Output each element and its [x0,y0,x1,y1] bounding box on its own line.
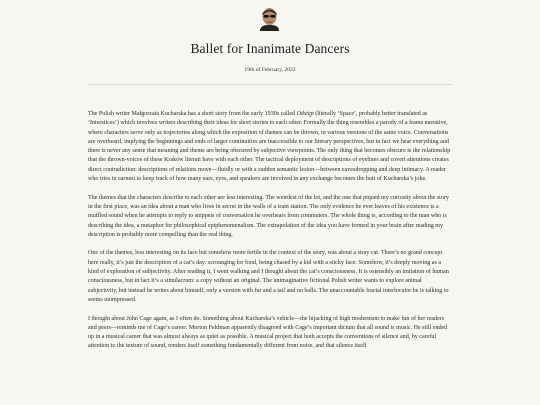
author-avatar[interactable] [259,7,280,31]
post-date: 19th of February, 2022 [244,67,296,73]
paragraph-1: The Polish writer Małgorzata Kucharska has a short story from the early 1930s called Odstęp (literally ‘Space’, probably better translated as ‘Interstices’) which involves writers describing their ideas for short stories to each other. Formally the thing resembles a parody of a frame narrative, where characters serve only as trajectories along which the exposition of themes can be thrown, in various versions of the same voice. Conversations are overheard, implying the beginnings and ends of larger continuities are inaccessible to our literary perspectives, but in fact we hear everything and there is never any sense that meaning and theme are being obscured by subjective viewpoints. The only thing that becomes obscure is the relationship that the thrown-voices of these Kraków literati have with each other. The tactical deployment of descriptions of eyelines and covert attentions creates direct contradiction: descriptions of relations move—fluidly or with a sudden semantic lesion—between eavesdropping and deep intimacy. A reader who tries in earnest to keep track of how many ears, eyes, and speakers are involved in any exchange becomes the butt of Kucharska’s joke. [88,111,451,183]
paragraph-3: One of the themes, less interesting on its face but somehow more fertile in the context of the story, was about a stray cat. There’s no grand concept here really, it’s just the description of a cat’s day: scrounging for food, being chased by a kid with a sticky face. Somehow, it’s deeply moving as a kind of exploration of subjectivity. After reading it, I went walking and I thought about the cat’s consciousness. It is ostensibly an imitation of human consciousness, but in fact it’s a simulacrum: a copy without an original. The unimaginative fictional Polish writer wants to explore animal subjectivity, but instead he writes about himself, only a version with fur and a tail and no balls. The unaccountable fractal interlocutor he is talking to seems unimpressed. [88,250,449,303]
header-divider [88,84,452,85]
story-title: Odstęp [296,111,314,117]
post-body [88,110,452,361]
post-title: Ballet for Inanimate Dancers [190,41,350,56]
paragraph-4: I thought about John Cage again, as I often do. Something about Kucharska’s vehicle—the hijacking of high modernism to make fun of her readers and peers—reminds me of Cage’s career. Morton Feldman apparently disagreed with Cage’s important dictum that all sound is music. He still ended up in a musical career that was almost always as quiet as possible. A musical project that both accepts the conventions of silence and, by careful attention to the texture of sound, renders itself something fundamentally different from noise, and that silence itself [88,315,448,350]
paragraph-2: The themes that the characters describe to each other are less interesting. The weirdest of the lot, and the one that piqued my curiosity about the story in the first place, was an idea about a man who lives in secret in the walls of a train station. The only evidence he ever leaves of his existence is a muffled sound when he attempts to reply to snippets of conversation he overhears from commuters. The whole thing is, according to the man who is describing the idea, a metaphor for philosophical epiphenomenalism. The extrapolation of the idea you have formed in your brain after reading my description is probably more compelling than the real thing. [88,194,449,238]
